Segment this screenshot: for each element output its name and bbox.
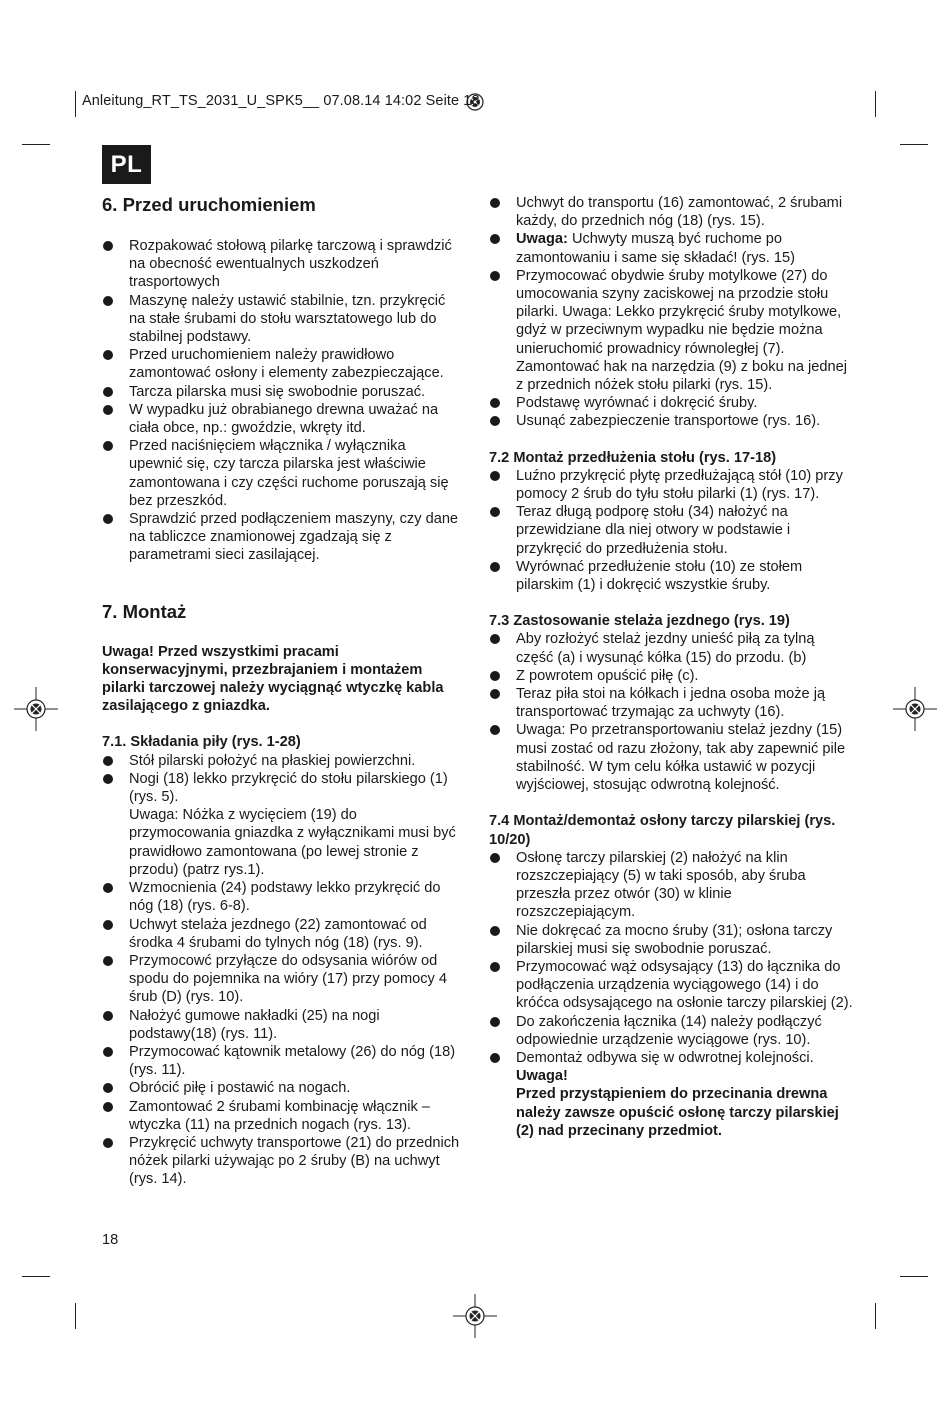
print-slug-header: Anleitung_RT_TS_2031_U_SPK5__ 07.08.14 14:02 Seite 18	[82, 93, 480, 109]
list-item: Przed uruchomieniem należy prawidłowo zamontować osłony i elementy zabezpieczające.	[102, 346, 462, 382]
crop-mark-top-right	[875, 91, 876, 117]
list-item: Maszynę należy ustawić stabilnie, tzn. przykręcić na stałe śrubami do stołu warsztatowego lub do stabilnej podstawy.	[102, 292, 462, 347]
list-item: Luźno przykręcić płytę przedłużającą stół (10) przy pomocy 2 śrub do tyłu stołu pilarki (1) (rys. 17).	[489, 467, 854, 503]
list-item: Nałożyć gumowe nakładki (25) na nogi podstawy(18) (rys. 11).	[102, 1007, 462, 1043]
list-item: Uwaga: Po przetransportowaniu stelaż jezdny (15) musi zostać od razu złożony, tak aby zapewnić pile stabilność. W tym celu kółka ustawić w pozycji wyjściowej, stosując odwrotną kolejność.	[489, 721, 854, 794]
list-item: W wypadku już obrabianego drewna uważać na ciała obce, np.: gwoździe, wkręty itd.	[102, 401, 462, 437]
list-item: Przed naciśnięciem włącznika / wyłącznika upewnić się, czy tarcza pilarska jest właściwie zamontowana i czy części ruchome poruszają się bez przeszkód.	[102, 437, 462, 510]
registration-mark-bottom-icon	[453, 1294, 497, 1338]
list-item: Rozpakować stołową pilarkę tarczową i sprawdzić na obecność ewentualnych uszkodzeń trasportowych	[102, 237, 462, 292]
crop-mark-left-upper	[22, 144, 50, 145]
final-warning-title: Uwaga!	[516, 1068, 568, 1085]
section6-title: 6. Przed uruchomieniem	[102, 194, 316, 215]
list-item: Stół pilarski położyć na płaskiej powierzchni.	[102, 752, 462, 770]
list-item: Obrócić piłę i postawić na nogach.	[102, 1079, 462, 1097]
list-item: Uchwyt do transportu (16) zamontować, 2 śrubami każdy, do przednich nóg (18) (rys. 15).	[489, 194, 854, 230]
section72-list	[489, 467, 854, 594]
list-item: Zamontować 2 śrubami kombinację włącznik – wtyczka (11) na przednich nogach (rys. 13).	[102, 1098, 462, 1134]
section6-list	[102, 237, 462, 565]
section7-warning: Uwaga! Przed wszystkimi pracami konserwacyjnymi, przezbrajaniem i montażem pilarki tarczowej należy wyciągnąć wtyczkę kabla zasilającego z gniazdka.	[102, 643, 444, 715]
list-item: Uchwyt stelaża jezdnego (22) zamontować od środka 4 śrubami do tylnych nóg (18) (rys. 9).	[102, 916, 462, 952]
list-item: Przymocować obydwie śruby motylkowe (27) do umocowania szyny zaciskowej na przodzie stołu pilarki. Uwaga: Lekko przykręcić śruby motylkowe, gdyż w przeciwnym wypadku nie będzie można unieruchomić prowadnicy równoległej (7). Zamontować hak na narzędzia (9) z boku na jednej z przednich nóżek stołu pilarki (rys. 15).	[489, 267, 854, 394]
crop-mark-right-upper	[900, 144, 928, 145]
list-item: Osłonę tarczy pilarskiej (2) nałożyć na klin rozszczepiający (5) w taki sposób, aby śruba przeszła przez otwór (30) w klinie rozszczepiającym.	[489, 849, 854, 922]
crop-mark-left-lower	[22, 1276, 50, 1277]
list-item: Wyrównać przedłużenie stołu (10) ze stołem pilarskim (1) i dokręcić wszystkie śruby.	[489, 558, 854, 594]
list-item: Nogi (18) lekko przykręcić do stołu pilarskiego (1) (rys. 5). Uwaga: Nóżka z wycięciem (19) do przymocowania gniazdka z wyłącznikami musi być prawidłowo zamontowana (po lewej stronie z przodu) (patrz rys.1).	[102, 770, 462, 879]
section74-list	[489, 849, 854, 1140]
list-item: Nie dokręcać za mocno śruby (31); osłona tarczy pilarskiej musi się swobodnie poruszać.	[489, 922, 854, 958]
transport-list	[489, 194, 854, 431]
crop-mark-bottom-right	[875, 1303, 876, 1329]
section74-title: 7.4 Montaż/demontaż osłony tarczy pilarskiej (rys. 10/20)	[489, 813, 836, 848]
list-item: Wzmocnienia (24) podstawy lekko przykręcić do nóg (18) (rys. 6-8).	[102, 879, 462, 915]
list-item: Przymocować kątownik metalowy (26) do nóg (18) (rys. 11).	[102, 1043, 462, 1079]
crop-mark-bottom-left	[75, 1303, 76, 1329]
registration-mark-left-icon	[14, 687, 58, 731]
list-item-text: Uchwyty muszą być ruchome po zamontowaniu i same się składać! (rys. 15)	[516, 231, 796, 266]
list-item: Podstawę wyrównać i dokręcić śruby.	[489, 394, 854, 412]
list-item: Do zakończenia łącznika (14) należy podłączyć odpowiednie urządzenie wyciągowe (rys. 10).	[489, 1013, 854, 1049]
page-number: 18	[102, 1232, 119, 1248]
list-item: Przymocowć przyłącze do odsysania wiórów od spodu do pojemnika na wióry (17) przy pomocy 4 śrub (D) (rys. 10).	[102, 952, 462, 1007]
section71-title: 7.1. Składania piły (rys. 1-28)	[102, 734, 301, 751]
left-column	[102, 194, 462, 1189]
crop-mark-right-lower	[900, 1276, 928, 1277]
list-item	[489, 1049, 854, 1140]
list-item: Sprawdzić przed podłączeniem maszyny, czy dane na tabliczce znamionowej zgadzają się z parametrami sieci zasilającej.	[102, 510, 462, 565]
crop-mark-top-left	[75, 91, 76, 117]
section71-list	[102, 752, 462, 1189]
list-item: Przykręcić uchwyty transportowe (21) do przednich nóżek pilarki używając po 2 śruby (B) na uchwyt (rys. 14).	[102, 1134, 462, 1189]
section73-title: 7.3 Zastosowanie stelaża jezdnego (rys. 19)	[489, 613, 790, 630]
section7-title: 7. Montaż	[102, 600, 187, 622]
list-item: Teraz piła stoi na kółkach i jedna osoba może ją transportować trzymając za uchwyty (16).	[489, 685, 854, 721]
final-warning-text: Przed przystąpieniem do przecinania drewna należy zawsze opuścić osłonę tarczy pilarskiej (2) nad przecinany przedmiot.	[516, 1086, 839, 1139]
list-item: Tarcza pilarska musi się swobodnie poruszać.	[102, 383, 462, 401]
list-item: Usunąć zabezpieczenie transportowe (rys. 16).	[489, 412, 854, 430]
section72-title: 7.2 Montaż przedłużenia stołu (rys. 17-18)	[489, 449, 777, 466]
section73-list	[489, 630, 854, 794]
warning-prefix: Uwaga:	[516, 231, 568, 248]
list-item: Aby rozłożyć stelaż jezdny unieść piłą za tylną część (a) i wysunąć kółka (15) do przodu. (b)	[489, 630, 854, 666]
registration-mark-right-icon	[893, 687, 937, 731]
list-item: Przymocować wąż odsysający (13) do łącznika do podłączenia urządzenia wyciągowego (14) i do króćca odsysającego na osłonie tarczy pilarskiej (2).	[489, 958, 854, 1013]
list-item	[489, 230, 854, 266]
right-column	[489, 194, 854, 1140]
list-item-text: Demontaż odbywa się w odwrotnej kolejności.	[516, 1049, 814, 1066]
list-item: Z powrotem opuścić piłę (c).	[489, 667, 854, 685]
language-tab: PL	[102, 145, 151, 184]
list-item: Teraz długą podporę stołu (34) nałożyć na przewidziane dla niej otwory w podstawie i przykręcić do przedłużenia stołu.	[489, 503, 854, 558]
